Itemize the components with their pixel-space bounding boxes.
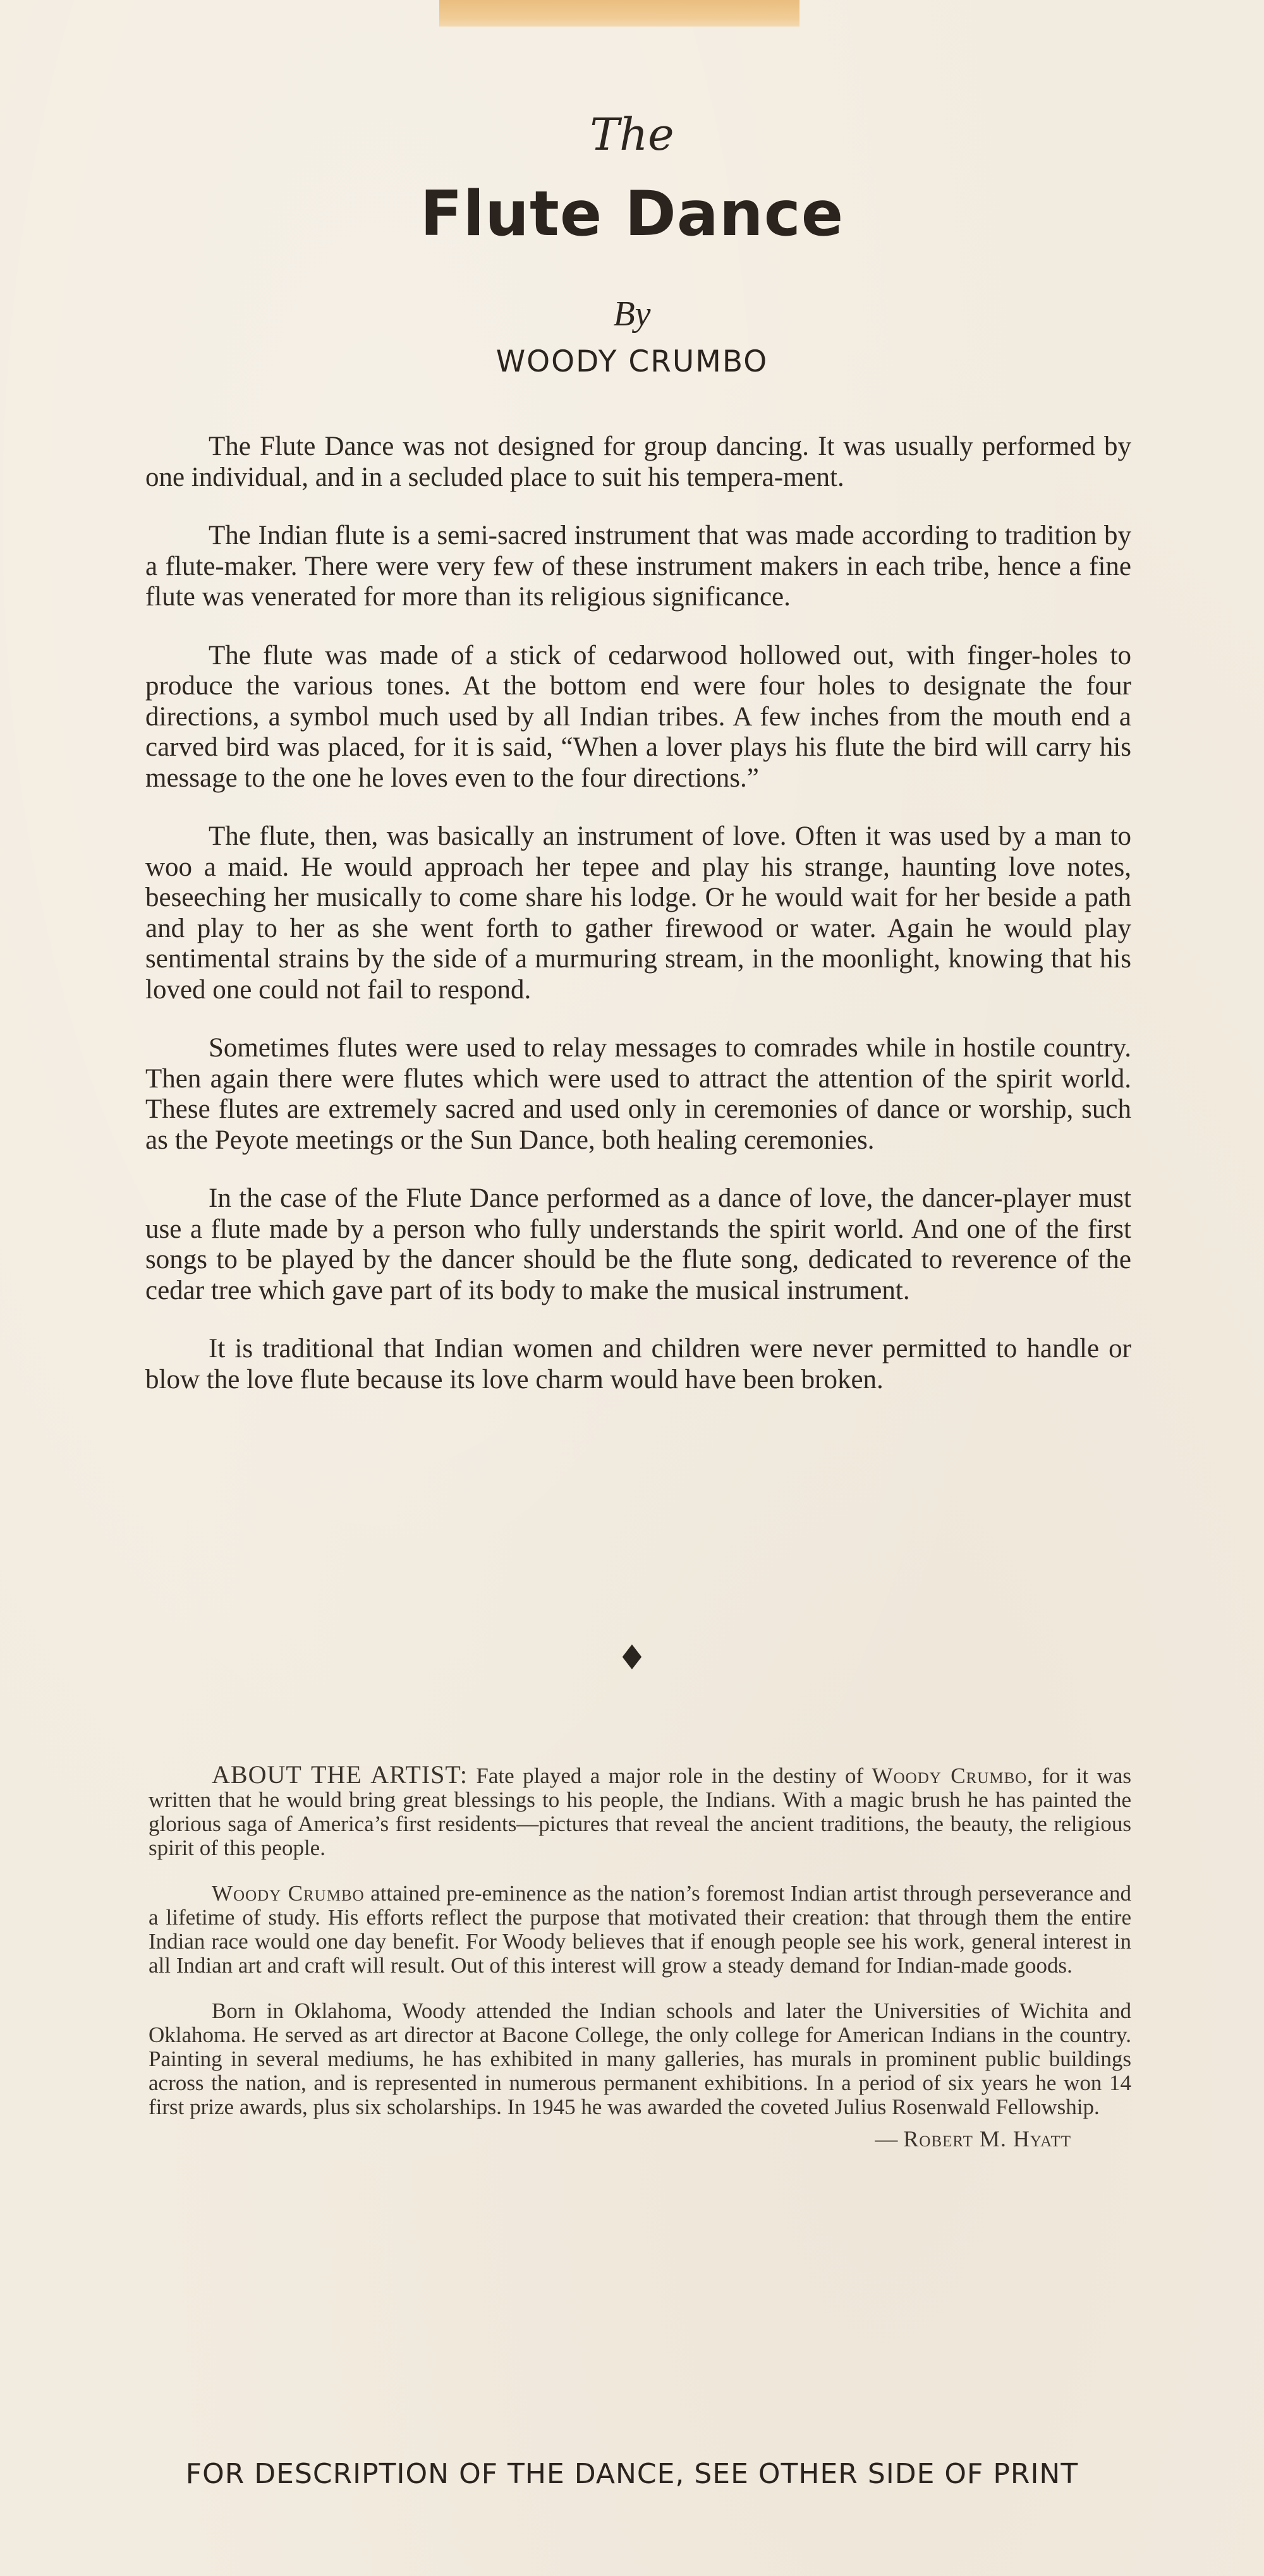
paragraph: In the case of the Flute Dance performed as a dance of love, the dancer-player must use a flute made by a person who fully understands the spirit world. And one of the first songs to be played by the dancer should be the flute song, dedicated to reverence of the cedar tree which gave part of its body to make the musical instrument. bbox=[145, 1183, 1131, 1305]
paragraph: The flute, then, was basically an instrument of love. Often it was used by a man to woo a maid. He would approach her tepee and play his strange, haunting love notes, beseeching her musically to come share his lodge. Or he would wait for her beside a path and play to her as she went forth to gather firewood or water. Again he would play sentimental strains by the side of a murmuring stream, in the moonlight, knowing that his loved one could not fail to respond. bbox=[145, 821, 1131, 1005]
about-paragraph bbox=[149, 1882, 1131, 1978]
about-paragraph bbox=[149, 1760, 1132, 1860]
diamond-ornament-icon: ♦ bbox=[616, 1638, 648, 1678]
signature-dash: — bbox=[875, 2126, 898, 2151]
about-the-artist-section bbox=[149, 1760, 1132, 2151]
signature bbox=[149, 2127, 1131, 2151]
paragraph: Sometimes flutes were used to relay messages to comrades while in hostile country. Then again there were flutes which were used to attract the attention of the spirit world. These flutes are extremely sacred and used only in ceremonies of dance or worship, such as the Peyote meetings or the Sun Dance, both healing ceremonies. bbox=[145, 1033, 1131, 1155]
page-title: Flute Dance bbox=[420, 178, 844, 250]
about-heading: ABOUT THE ARTIST: bbox=[212, 1760, 468, 1789]
signature-name: Robert M. Hyatt bbox=[903, 2126, 1071, 2151]
about-text: for it was written that he would bring great blessings to his people, the Indians. With a magic brush he has painted the glorious saga of America’s first residents—pictures that reveal the ancient traditions, the beauty, the religious spirit of this people. bbox=[149, 1763, 1132, 1860]
paragraph: The Indian flute is a semi-sacred instrument that was made according to tradition by a flute-maker. There were very few of these instrument makers in each tribe, hence a fine flute was venerated for more than its religious significance. bbox=[145, 521, 1131, 612]
about-text: Fate played a major role in the destiny of bbox=[476, 1763, 864, 1788]
about-text: attained pre-eminence as the nation’s foremost Indian artist through perseverance and a lifetime of study. His efforts reflect the purpose that motivated their creation: that through them the entire Indian race would one day benefit. For Woody believes that if enough people see his work, general interest in all Indian art and craft will result. Out of this interest will grow a steady demand for Indian-made goods. bbox=[149, 1881, 1131, 1978]
paragraph: It is traditional that Indian women and children were never permitted to handle or blow the love flute because its love charm would have been broken. bbox=[145, 1334, 1131, 1394]
about-paragraph: Born in Oklahoma, Woody attended the Indian schools and later the Universities of Wichita and Oklahoma. He served as art director at Bacone College, the only college for American Indians in the country. Painting in several mediums, he has exhibited in many galleries, has murals in prominent public buildings across the nation, and is represented in numerous permanent exhibitions. In a period of six years he won 14 first prize awards, plus six scholarships. In 1945 he was awarded the coveted Julius Rosenwald Fellowship. bbox=[149, 1999, 1131, 2119]
title-prefix: The bbox=[590, 109, 674, 160]
artist-name: Woody Crumbo bbox=[212, 1881, 365, 1906]
artist-name: Woody Crumbo, bbox=[872, 1763, 1034, 1788]
paragraph: The flute was made of a stick of cedarwood hollowed out, with finger-holes to produce the various tones. At the bottom end were four holes to designate the four directions, a symbol much used by all Indian tribes. A few inches from the mouth end a carved bird was placed, for it is said, “When a lover plays his flute the bird will carry his message to the one he loves even to the four directions.” bbox=[145, 640, 1131, 793]
footer-note: FOR DESCRIPTION OF THE DANCE, SEE OTHER SIDE OF PRINT bbox=[185, 2458, 1079, 2490]
paragraph: The Flute Dance was not designed for group dancing. It was usually performed by one individual, and in a secluded place to suit his tempera-ment. bbox=[145, 432, 1131, 492]
byline-by: By bbox=[613, 294, 651, 334]
tape-strip bbox=[439, 0, 799, 27]
article-body bbox=[145, 432, 1131, 1423]
author-name: WOODY CRUMBO bbox=[495, 344, 769, 379]
